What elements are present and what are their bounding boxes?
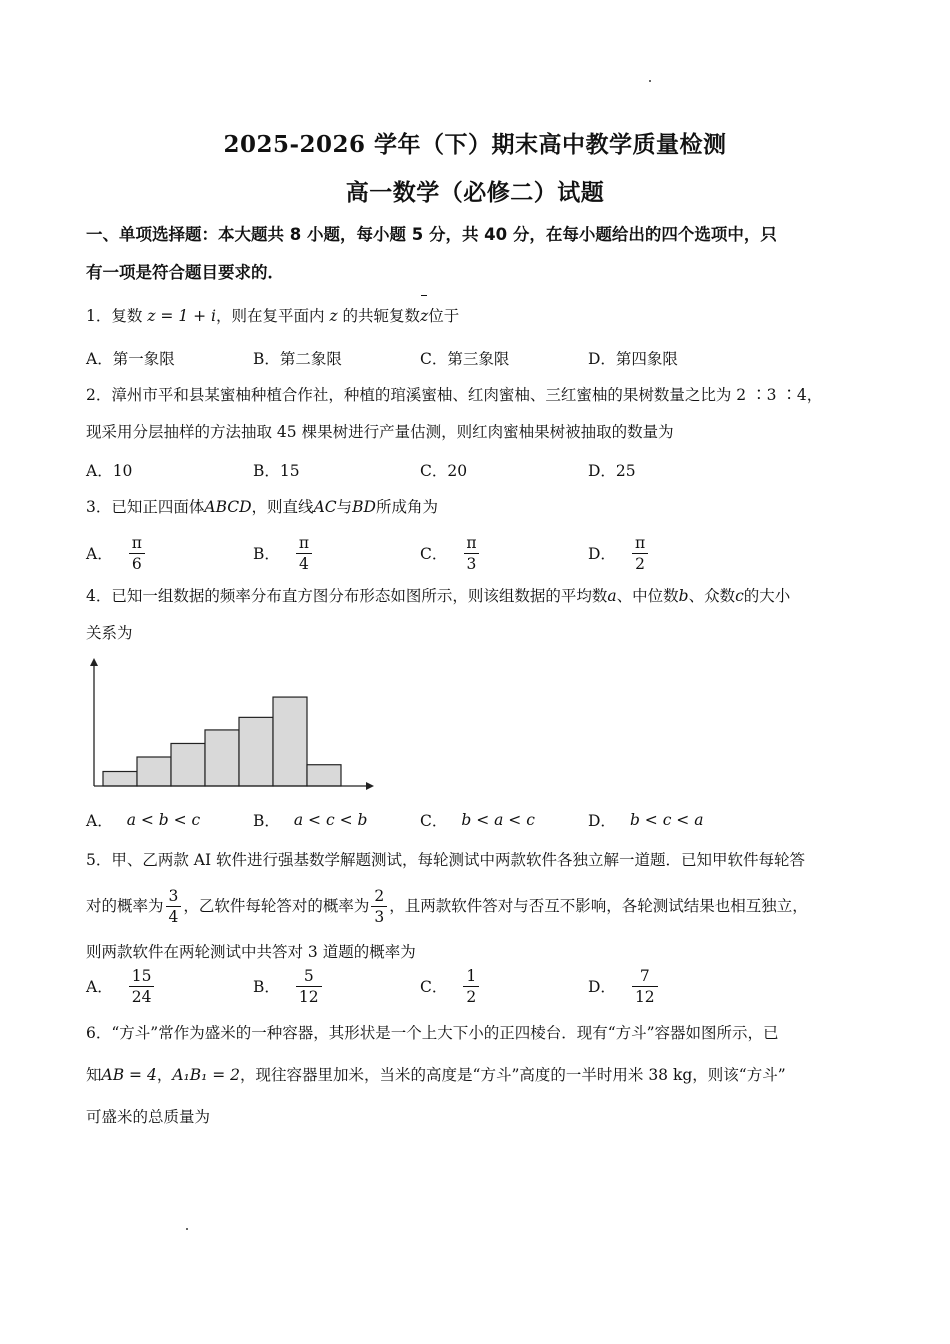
q2-option-d[interactable]: D．25 (588, 462, 636, 480)
section-heading-line2: 有一项是符合题目要求的． (86, 263, 284, 282)
q3-a-den: 6 (129, 553, 145, 574)
q4-option-d-expr: b < c < a (629, 811, 704, 829)
q4-option-c[interactable] (420, 800, 535, 840)
q5-option-a[interactable] (86, 962, 156, 1010)
q3-option-a-label: A． (86, 545, 113, 563)
q6-ab: AB = 4 (101, 1066, 157, 1084)
q5-b-den: 12 (296, 986, 322, 1007)
histogram-chart (84, 656, 374, 796)
q3-prefix: 3．已知正四面体 (86, 498, 205, 516)
q5-option-b-fraction (296, 966, 322, 1007)
question-6 (86, 1012, 876, 1138)
q6-sep: ， (156, 1066, 173, 1084)
q5-p2-den: 3 (371, 906, 387, 927)
q5-b-num: 5 (303, 966, 314, 985)
q5-p2-fraction (371, 886, 387, 927)
question-1 (86, 298, 876, 335)
q5-line1: 5．甲、乙两款 AI 软件进行强基数学解题测试，每轮测试中两款软件各独立解一道题．已知甲软件每轮答 (86, 851, 806, 869)
q3-option-d[interactable] (588, 530, 650, 576)
q1-suffix: 位于 (428, 307, 460, 325)
q5-option-c[interactable] (420, 962, 481, 1010)
q3-option-c[interactable] (420, 530, 482, 576)
q5-d-num: 7 (639, 966, 650, 985)
q6-a1b1: A₁B₁ = 2 (172, 1066, 241, 1084)
q4-option-a[interactable] (86, 800, 200, 840)
q4-line1-wrap (86, 578, 876, 615)
q4-c: c (735, 587, 744, 605)
q1-zbar: z (420, 298, 428, 335)
q2-line1: 2．漳州市平和县某蜜柚种植合作社，种植的琯溪蜜柚、红肉蜜柚、三红蜜柚的果树数量之比为 2 ∶3 ∶4， (86, 386, 823, 404)
q4-option-a-label: A． (86, 812, 113, 830)
q5-p1-den: 4 (166, 906, 182, 927)
q3-bd: BD (352, 498, 376, 516)
q5-p2-pre: ，乙软件每轮答对的概率为 (183, 897, 370, 915)
exam-title: 2025-2026 学年（下）期末高中教学质量检测 (223, 131, 727, 158)
q3-ac: AC (313, 498, 337, 516)
q2-line2: 现采用分层抽样的方法抽取 45 棵果树进行产量估测，则红肉蜜柚果树被抽取的数量为 (86, 423, 674, 441)
q1-options (86, 338, 876, 378)
q3-option-c-label: C． (420, 545, 448, 563)
q3-option-b-label: B． (253, 545, 280, 563)
q4-options (86, 800, 876, 840)
scan-dot (186, 1228, 188, 1230)
q3-abcd: ABCD (204, 498, 252, 516)
q3-suffix: 所成角为 (375, 498, 438, 516)
q3-option-d-label: D． (588, 545, 616, 563)
q3-b-num: π (298, 533, 310, 552)
histogram-bar-4 (205, 730, 239, 786)
question-5 (86, 840, 876, 972)
q6-line3: 可盛米的总质量为 (86, 1108, 211, 1126)
q1-prefix: 1．复数 (86, 307, 143, 325)
q4-line1: 4．已知一组数据的频率分布直方图分布形态如图所示，则该组数据的平均数 (86, 587, 608, 605)
q3-mid: ，则直线 (251, 498, 314, 516)
y-axis-arrow (90, 658, 98, 666)
q5-option-c-fraction (463, 966, 479, 1007)
q3-c-num: π (466, 533, 477, 552)
q5-option-d[interactable] (588, 962, 660, 1010)
q5-a-num: 15 (131, 966, 152, 985)
q2-option-b[interactable]: B．15 (253, 462, 300, 480)
q4-option-b[interactable] (253, 800, 367, 840)
q1-expr: z = 1 + i (147, 307, 216, 325)
q5-option-c-label: C． (420, 978, 448, 996)
section-heading (86, 216, 866, 292)
q3-option-b-fraction (296, 533, 312, 574)
histogram-bar-3 (171, 743, 205, 786)
q4-a: a (607, 587, 617, 605)
q4-option-b-expr: a < c < b (293, 811, 368, 829)
q1-mid: ，则在复平面内 (215, 307, 325, 325)
q5-c-den: 2 (463, 986, 479, 1007)
q4-b: b (678, 587, 689, 605)
q5-options (86, 962, 876, 1010)
histogram-bar-7 (307, 765, 341, 786)
q4-line2: 关系为 (86, 624, 133, 642)
question-3 (86, 489, 876, 526)
q6-l2-pre: 知 (86, 1066, 102, 1084)
q5-line3: 则两款软件在两轮测试中共答对 3 道题的概率为 (86, 943, 416, 961)
q3-option-b[interactable] (253, 530, 314, 576)
q5-option-b-label: B． (253, 978, 280, 996)
histogram-bar-2 (137, 757, 171, 786)
question-4 (86, 578, 876, 652)
q1-option-a[interactable]: A．第一象限 (86, 350, 175, 368)
q4-option-c-expr: b < a < c (461, 811, 535, 829)
q3-d-num: π (634, 533, 646, 552)
q5-line2 (86, 880, 876, 932)
q3-options (86, 530, 876, 576)
histogram-bars (103, 697, 341, 786)
q5-option-a-label: A． (86, 978, 113, 996)
q5-p1-pre: 对的概率为 (86, 897, 164, 915)
q3-a-num: π (131, 533, 142, 552)
q5-d-den: 12 (632, 986, 658, 1007)
q4-option-d-label: D． (588, 812, 616, 830)
scan-dot (649, 80, 651, 82)
q3-c-den: 3 (464, 553, 480, 574)
question-2 (86, 377, 876, 451)
q1-option-c[interactable]: C．第三象限 (420, 350, 510, 368)
q3-option-d-fraction (632, 533, 648, 574)
histogram-bar-5 (239, 717, 273, 786)
q5-option-b[interactable] (253, 962, 324, 1010)
q5-p2-post: ，且两款软件答对与否互不影响，各轮测试结果也相互独立， (389, 897, 808, 915)
q5-c-num: 1 (466, 966, 477, 985)
q1-option-d[interactable]: D．第四象限 (588, 350, 678, 368)
q4-sep1: 、中位数 (616, 587, 679, 605)
q4-option-d[interactable] (588, 800, 703, 840)
q2-options (86, 450, 876, 490)
q3-b-den: 4 (296, 553, 312, 574)
q4-tail: 的大小 (743, 587, 791, 605)
q1-mid2: 的共轭复数 (342, 307, 421, 325)
q5-p1-fraction (166, 886, 182, 927)
q4-sep2: 、众数 (688, 587, 736, 605)
q6-line1: 6．“方斗”常作为盛米的一种容器，其形状是一个上大下小的正四棱台．现有“方斗”容器如图所示，已 (86, 1024, 779, 1042)
histogram-bar-6 (273, 697, 307, 786)
q3-option-a-fraction (129, 533, 145, 574)
q5-option-d-fraction (632, 966, 658, 1007)
x-axis-arrow (366, 782, 374, 790)
exam-subtitle: 高一数学（必修二）试题 (345, 179, 605, 206)
q5-p1-num: 3 (168, 886, 179, 905)
q6-line2-wrap (86, 1054, 876, 1096)
q5-option-d-label: D． (588, 978, 616, 996)
q3-d-den: 2 (632, 553, 648, 574)
q2-option-c[interactable]: C．20 (420, 462, 468, 480)
q1-z: z (329, 307, 338, 325)
section-heading-line1: 一、单项选择题：本大题共 8 小题，每小题 5 分，共 40 分，在每小题给出的四个选项中，只 (86, 225, 777, 244)
q4-option-b-label: B． (253, 812, 280, 830)
q4-option-c-label: C． (420, 812, 448, 830)
histogram-bar-1 (103, 772, 137, 787)
q4-option-a-expr: a < b < c (126, 811, 201, 829)
q5-option-a-fraction (129, 966, 155, 1007)
q3-option-a[interactable] (86, 530, 147, 576)
q3-and: 与 (336, 498, 353, 516)
q3-option-c-fraction (463, 533, 479, 574)
q1-option-b[interactable]: B．第二象限 (253, 350, 342, 368)
q6-l2-post: ，现往容器里加米，当米的高度是“方斗”高度的一半时用米 38 kg，则该“方斗” (240, 1066, 786, 1084)
q2-option-a[interactable]: A．10 (86, 462, 133, 480)
q5-p2-num: 2 (374, 886, 385, 905)
q5-a-den: 24 (129, 986, 155, 1007)
